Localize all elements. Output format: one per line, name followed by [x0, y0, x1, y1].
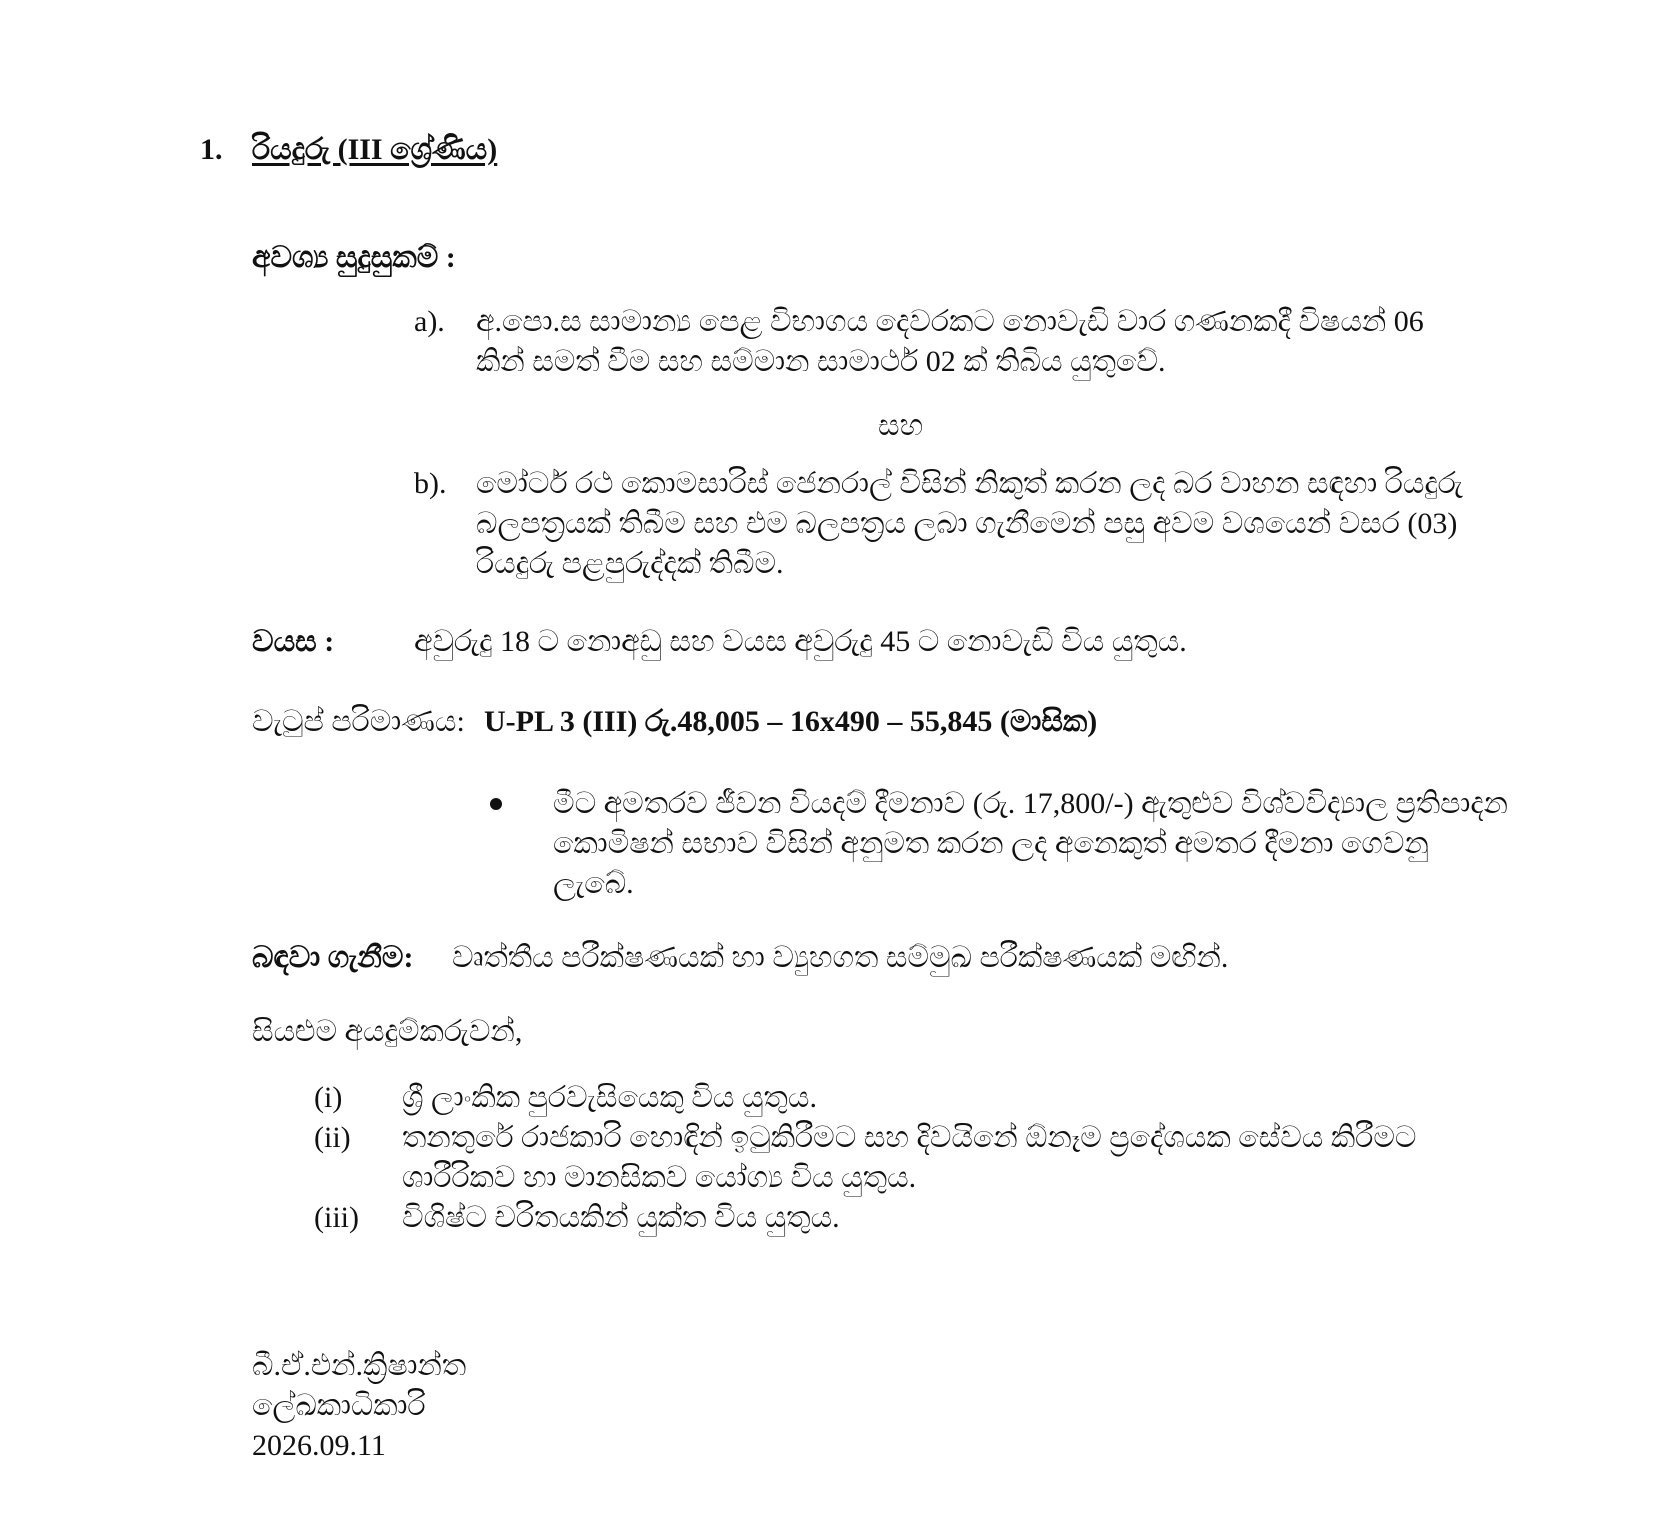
applicant-item-text: ශ්‍රී ලාංකික පුරවැසියෙකු විය යුතුය. — [402, 1081, 817, 1114]
allowance-line2: කොමිෂන් සභාව විසින් අනුමත කරන ලද අනෙකුත් අමතර දීමනා ගෙවනු — [553, 827, 1429, 860]
signature-date: 2026.09.11 — [252, 1429, 386, 1462]
section-title: රියදුරු (III ශ්‍රේණිය) — [252, 133, 498, 166]
salary-value: U-PL 3 (III) රු.48,005 – 16x490 – 55,845 (මාසික) — [484, 705, 1098, 738]
signatory-designation: ලේඛකාධිකාරි — [252, 1389, 426, 1422]
qualification-b-line3: රියදුරු පළපුරුද්දක් තිබීම. — [476, 547, 784, 580]
allowance-line3: ලැබේ. — [553, 867, 634, 900]
recruitment-value: වෘත්තීය පරීක්ෂණයක් හා ව්‍යුහගත සම්මුඛ පරීක්ෂණයක් මඟින්. — [452, 941, 1229, 974]
applicant-item-marker: (ii) — [314, 1121, 351, 1154]
applicant-item-text: විශිෂ්ට චරිතයකින් යුක්ත විය යුතුය. — [402, 1201, 840, 1234]
qualification-b-line1: මෝටර් රථ කොමසාරිස් ජෙනරාල් විසින් නිකුත් කරන ලද බර වාහන සඳහා රියදුරු — [476, 467, 1463, 500]
qualification-a-line2: කින් සමත් වීම සහ සම්මාන සාමාර්ථ 02 ක් තිබිය යුතුවේ. — [476, 345, 1166, 378]
allowance-line1: මීට අමතරව ජීවන වියදම් දීමනාව (රු. 17,800/-) ඇතුළුව විශ්වවිද්‍යාල ප්‍රතිපාදන — [553, 787, 1509, 820]
conjunction-and: සහ — [878, 409, 924, 442]
qualification-a-line1: අ.පො.ස සාමාන්‍ය පෙළ විභාගය දෙවරකට නොවැඩි වාර ගණනකදී විෂයන් 06 — [476, 305, 1424, 338]
applicant-item-text: තනතුරේ රාජකාරි හොඳින් ඉටුකිරීමට සහ දිවයිනේ ඕනෑම ප්‍රදේශයක සේවය කිරීමට — [402, 1121, 1417, 1154]
qualifications-label: අවශ්‍ය සුදුසුකම් : — [252, 241, 456, 274]
salary-label: වැටුප් පරිමාණය: — [252, 705, 465, 738]
applicant-item-text-continued: ශාරීරිකව හා මානසිකව යෝග්‍ය විය යුතුය. — [402, 1161, 917, 1194]
qualification-b-line2: බලපත්‍රයක් තිබීම සහ එම බලපත්‍රය ලබා ගැනීමෙන් පසු අවම වශයෙන් වසර (03) — [476, 507, 1458, 540]
age-value: අවුරුදු 18 ට නොඅඩු සහ වයස අවුරුදු 45 ට නොවැඩි විය යුතුය. — [414, 625, 1187, 658]
applicants-intro: සියළුම අයදුම්කරුවන්, — [252, 1015, 523, 1048]
recruitment-label: බඳවා ගැනීම: — [252, 941, 414, 974]
qualification-a-marker: a). — [414, 305, 445, 338]
qualification-b-marker: b). — [414, 467, 447, 500]
bullet-icon — [490, 798, 502, 810]
applicant-item-marker: (i) — [314, 1081, 343, 1114]
signatory-name: බී.ඒ.එන්.ක්‍රිෂාන්ත — [252, 1349, 467, 1382]
section-number: 1. — [200, 133, 223, 166]
applicant-item-marker: (iii) — [314, 1201, 359, 1234]
age-label: වයස : — [252, 625, 335, 658]
